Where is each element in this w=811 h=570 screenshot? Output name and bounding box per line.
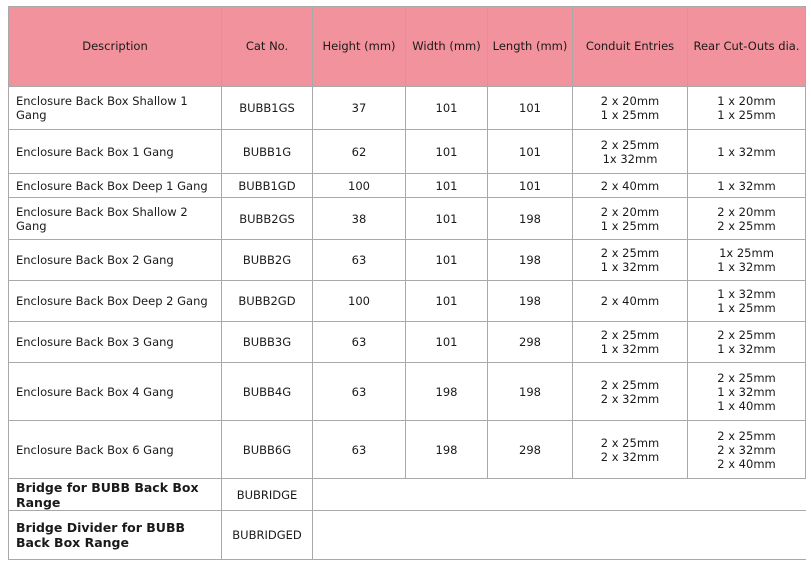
cell-cat-no: BUBRIDGED — [222, 511, 313, 560]
cell-cat-no: BUBB1G — [222, 130, 313, 174]
cell-rear-cut-outs-line: 2 x 25mm — [717, 328, 776, 342]
cell-length: 298 — [488, 421, 573, 479]
cell-description: Enclosure Back Box 2 Gang — [9, 240, 222, 281]
cell-conduit-entries-line: 1 x 32mm — [600, 342, 660, 356]
cell-length: 298 — [488, 322, 573, 363]
cell-height: 63 — [313, 363, 406, 421]
cell-conduit-entries-line: 1 x 25mm — [600, 108, 660, 122]
cell-rear-cut-outs — [688, 130, 806, 174]
cell-conduit-entries-line: 1 x 32mm — [600, 260, 660, 274]
table-row — [9, 421, 806, 479]
table-row — [9, 87, 806, 130]
cell-description: Bridge Divider for BUBB Back Box Range — [9, 511, 222, 560]
cell-conduit-entries — [573, 130, 688, 174]
product-table-container — [8, 6, 806, 560]
cell-rear-cut-outs — [688, 198, 806, 240]
cell-rear-cut-outs — [688, 363, 806, 421]
cell-width: 198 — [406, 363, 488, 421]
cell-rear-cut-outs-line: 2 x 40mm — [717, 456, 776, 471]
cell-conduit-entries-line: 2 x 25mm — [600, 435, 660, 450]
cell-conduit-entries-line: 2 x 25mm — [600, 328, 660, 342]
cell-conduit-entries-line: 2 x 25mm — [600, 246, 660, 260]
cell-conduit-entries-line: 2 x 20mm — [600, 204, 660, 219]
cell-rear-cut-outs-line: 1 x 32mm — [717, 342, 776, 356]
cell-cat-no: BUBB1GD — [222, 174, 313, 198]
table-row — [9, 130, 806, 174]
cell-rear-cut-outs-line: 2 x 25mm — [717, 218, 776, 233]
cell-rear-cut-outs — [688, 240, 806, 281]
table-row — [9, 363, 806, 421]
header-cat-no: Cat No. — [222, 7, 313, 87]
cell-height: 100 — [313, 281, 406, 322]
cell-length: 198 — [488, 363, 573, 421]
cell-description: Enclosure Back Box 1 Gang — [9, 130, 222, 174]
cell-conduit-entries-line: 2 x 40mm — [600, 294, 660, 308]
table-row — [9, 240, 806, 281]
cell-height: 100 — [313, 174, 406, 198]
cell-rear-cut-outs — [688, 87, 806, 130]
cell-description: Enclosure Back Box 4 Gang — [9, 363, 222, 421]
cell-cat-no: BUBB6G — [222, 421, 313, 479]
header-rear-cut-outs: Rear Cut-Outs dia. — [688, 7, 806, 87]
cell-conduit-entries-line: 2 x 32mm — [600, 391, 660, 406]
cell-rear-cut-outs-line: 1 x 25mm — [717, 301, 776, 315]
cell-width: 198 — [406, 421, 488, 479]
cell-cat-no: BUBRIDGE — [222, 479, 313, 511]
cell-rear-cut-outs — [688, 281, 806, 322]
cell-width: 101 — [406, 198, 488, 240]
header-height: Height (mm) — [313, 7, 406, 87]
table-row — [9, 281, 806, 322]
cell-conduit-entries-line: 1x 32mm — [602, 151, 658, 166]
table-row — [9, 198, 806, 240]
cell-conduit-entries — [573, 281, 688, 322]
cell-rear-cut-outs-line: 2 x 32mm — [717, 442, 776, 457]
header-description: Description — [9, 7, 222, 87]
cell-rear-cut-outs-line: 1 x 32mm — [717, 260, 776, 274]
cell-description: Enclosure Back Box Shallow 2 Gang — [9, 198, 222, 240]
table-body — [9, 87, 806, 560]
cell-height: 63 — [313, 322, 406, 363]
header-length: Length (mm) — [488, 7, 573, 87]
header-row — [9, 7, 806, 87]
table-row — [9, 174, 806, 198]
cell-length: 101 — [488, 174, 573, 198]
cell-width: 101 — [406, 240, 488, 281]
cell-description: Bridge for BUBB Back Box Range — [9, 479, 222, 511]
cell-rear-cut-outs-line: 1 x 32mm — [717, 287, 776, 301]
cell-conduit-entries — [573, 322, 688, 363]
cell-rear-cut-outs-line: 1x 25mm — [719, 246, 774, 260]
cell-conduit-entries-line: 2 x 32mm — [600, 449, 660, 464]
cell-rear-cut-outs-line: 1 x 20mm — [717, 94, 776, 108]
cell-rear-cut-outs-line: 1 x 32mm — [717, 384, 776, 399]
cell-rear-cut-outs-line: 1 x 32mm — [717, 178, 776, 193]
bridge-row — [9, 511, 806, 560]
header-width: Width (mm) — [406, 7, 488, 87]
empty-cell — [313, 479, 806, 511]
cell-length: 101 — [488, 130, 573, 174]
cell-rear-cut-outs-line: 2 x 25mm — [717, 370, 776, 385]
cell-height: 38 — [313, 198, 406, 240]
cell-rear-cut-outs-line: 1 x 32mm — [717, 144, 776, 159]
cell-height: 62 — [313, 130, 406, 174]
cell-cat-no: BUBB3G — [222, 322, 313, 363]
cell-rear-cut-outs-line: 2 x 25mm — [717, 428, 776, 443]
cell-cat-no: BUBB4G — [222, 363, 313, 421]
cell-conduit-entries-line: 2 x 40mm — [600, 178, 660, 193]
cell-conduit-entries — [573, 421, 688, 479]
cell-cat-no: BUBB2G — [222, 240, 313, 281]
cell-cat-no: BUBB1GS — [222, 87, 313, 130]
cell-cat-no: BUBB2GD — [222, 281, 313, 322]
cell-rear-cut-outs-line: 2 x 20mm — [717, 204, 776, 219]
cell-conduit-entries — [573, 198, 688, 240]
cell-height: 63 — [313, 240, 406, 281]
cell-width: 101 — [406, 174, 488, 198]
cell-width: 101 — [406, 322, 488, 363]
cell-rear-cut-outs — [688, 322, 806, 363]
cell-height: 63 — [313, 421, 406, 479]
cell-description: Enclosure Back Box 3 Gang — [9, 322, 222, 363]
empty-cell — [313, 511, 806, 560]
cell-description: Enclosure Back Box 6 Gang — [9, 421, 222, 479]
cell-width: 101 — [406, 130, 488, 174]
cell-conduit-entries — [573, 174, 688, 198]
cell-description: Enclosure Back Box Deep 1 Gang — [9, 174, 222, 198]
cell-length: 198 — [488, 281, 573, 322]
cell-conduit-entries — [573, 240, 688, 281]
header-conduit-entries: Conduit Entries — [573, 7, 688, 87]
cell-rear-cut-outs-line: 1 x 40mm — [717, 398, 776, 413]
table-row — [9, 322, 806, 363]
cell-description: Enclosure Back Box Shallow 1 Gang — [9, 87, 222, 130]
cell-conduit-entries-line: 2 x 25mm — [600, 377, 660, 392]
cell-cat-no: BUBB2GS — [222, 198, 313, 240]
bridge-row — [9, 479, 806, 511]
cell-width: 101 — [406, 87, 488, 130]
cell-length: 198 — [488, 198, 573, 240]
cell-conduit-entries-line: 1 x 25mm — [600, 218, 660, 233]
cell-rear-cut-outs — [688, 174, 806, 198]
cell-rear-cut-outs-line: 1 x 25mm — [717, 108, 776, 122]
cell-height: 37 — [313, 87, 406, 130]
cell-conduit-entries-line: 2 x 20mm — [600, 94, 660, 108]
cell-conduit-entries-line: 2 x 25mm — [600, 137, 660, 152]
cell-rear-cut-outs — [688, 421, 806, 479]
product-spec-table — [8, 6, 806, 560]
cell-description: Enclosure Back Box Deep 2 Gang — [9, 281, 222, 322]
cell-conduit-entries — [573, 363, 688, 421]
cell-width: 101 — [406, 281, 488, 322]
cell-conduit-entries — [573, 87, 688, 130]
cell-length: 101 — [488, 87, 573, 130]
cell-length: 198 — [488, 240, 573, 281]
